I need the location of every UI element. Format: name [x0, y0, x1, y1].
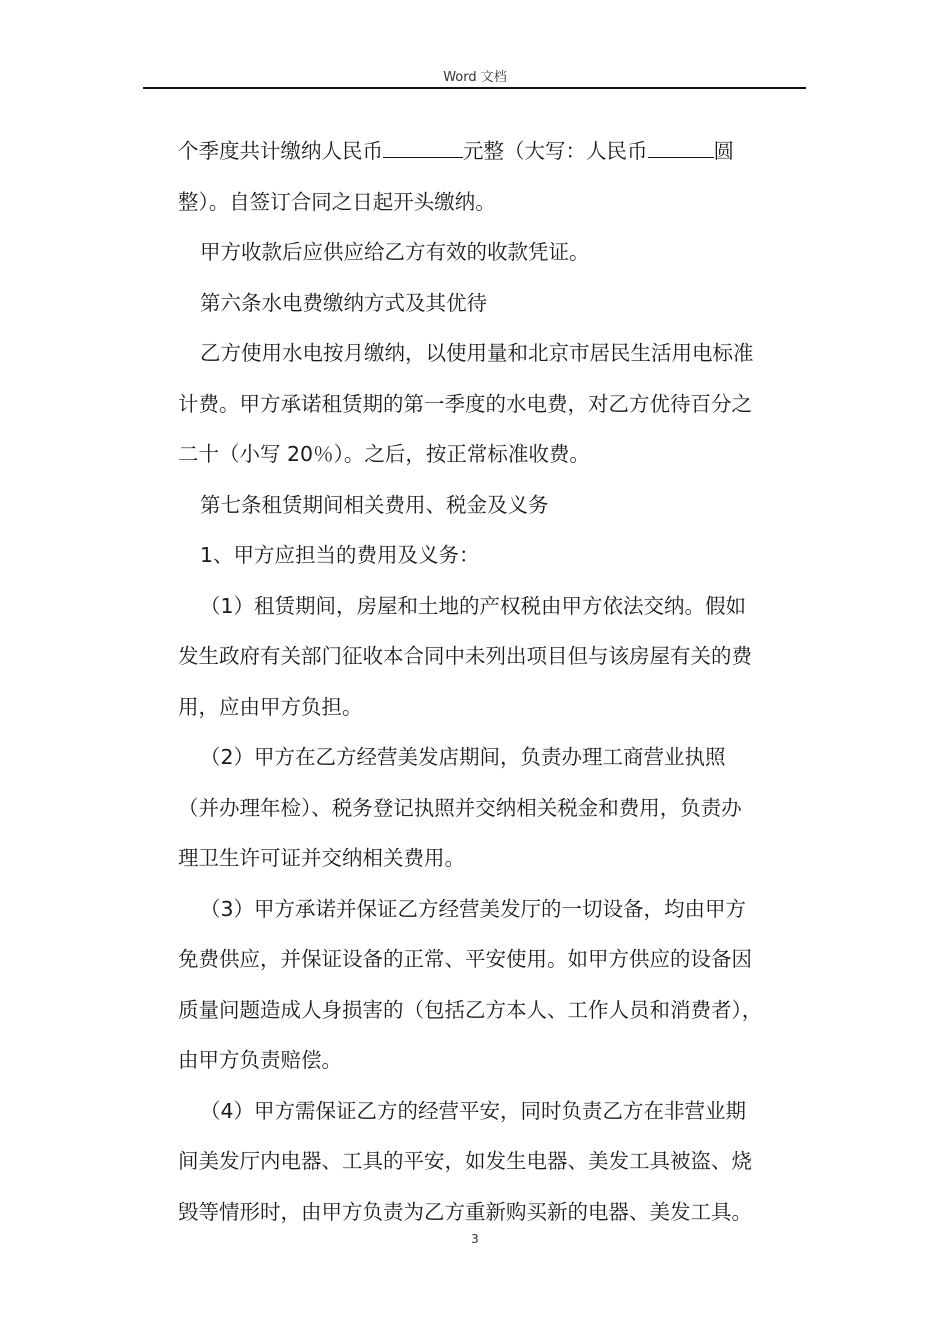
- page-number: 3: [471, 1232, 479, 1246]
- paragraph-line: （并办理年检）、税务登记执照并交纳相关税金和费用，负责办: [178, 795, 742, 820]
- section-heading: 第七条租赁期间相关费用、税金及义务: [200, 492, 549, 517]
- paragraph-line: 质量问题造成人身损害的（包括乙方本人、工作人员和消费者），: [178, 997, 763, 1022]
- paragraph-line: （2）甲方在乙方经营美发店期间，负责办理工商营业执照: [200, 745, 726, 769]
- paragraph-line: 用，应由甲方负担。: [178, 694, 363, 719]
- paragraph-line: [178, 126, 808, 177]
- paragraph-line: 免费供应，并保证设备的正常、平安使用。如甲方供应的设备因: [178, 947, 752, 971]
- paragraph-line: 发生政府有关部门征收本合同中未列出项目但与该房屋有关的费: [178, 644, 752, 668]
- paragraph-line: （4）甲方需保证乙方的经营平安，同时负责乙方在非营业期: [200, 1098, 747, 1123]
- paragraph-line: 毁等情形时，由甲方负责为乙方重新购买新的电器、美发工具。: [178, 1199, 752, 1224]
- paragraph-line: 计费。甲方承诺租赁期的第一季度的水电费，对乙方优待百分之: [178, 391, 752, 416]
- line-text: 圆: [713, 139, 734, 163]
- paragraph-line: 间美发厅内电器、工具的平安，如发生电器、美发工具被盗、烧: [178, 1149, 752, 1173]
- paragraph-line: 整）。自签订合同之日起开头缴纳。: [178, 189, 496, 214]
- header-divider: [143, 87, 806, 89]
- paragraph-line: 由甲方负责赔偿。: [178, 1048, 342, 1072]
- header-title: Word 文档: [443, 70, 507, 85]
- fill-blank-amount: [383, 157, 463, 158]
- line-text: 元整（大写：人民币: [463, 139, 648, 163]
- paragraph-line: 甲方收款后应供应给乙方有效的收款凭证。: [200, 240, 590, 264]
- line-text: 个季度共计缴纳人民币: [178, 139, 383, 163]
- paragraph-line: （1）租赁期间，房屋和土地的产权税由甲方依法交纳。假如: [200, 593, 747, 618]
- document-body: [178, 126, 808, 1237]
- fill-blank-amount-uppercase: [648, 157, 714, 158]
- list-item-heading: 1、甲方应担当的费用及义务：: [200, 543, 480, 567]
- paragraph-line: （3）甲方承诺并保证乙方经营美发厅的一切设备，均由甲方: [200, 896, 747, 921]
- paragraph-line: 乙方使用水电按月缴纳，以使用量和北京市居民生活用电标准: [200, 341, 754, 365]
- paragraph-line: 二十（小写 20％）。之后，按正常标准收费。: [178, 442, 590, 466]
- section-heading: 第六条水电费缴纳方式及其优待: [200, 290, 487, 315]
- paragraph-line: 理卫生许可证并交纳相关费用。: [178, 846, 465, 870]
